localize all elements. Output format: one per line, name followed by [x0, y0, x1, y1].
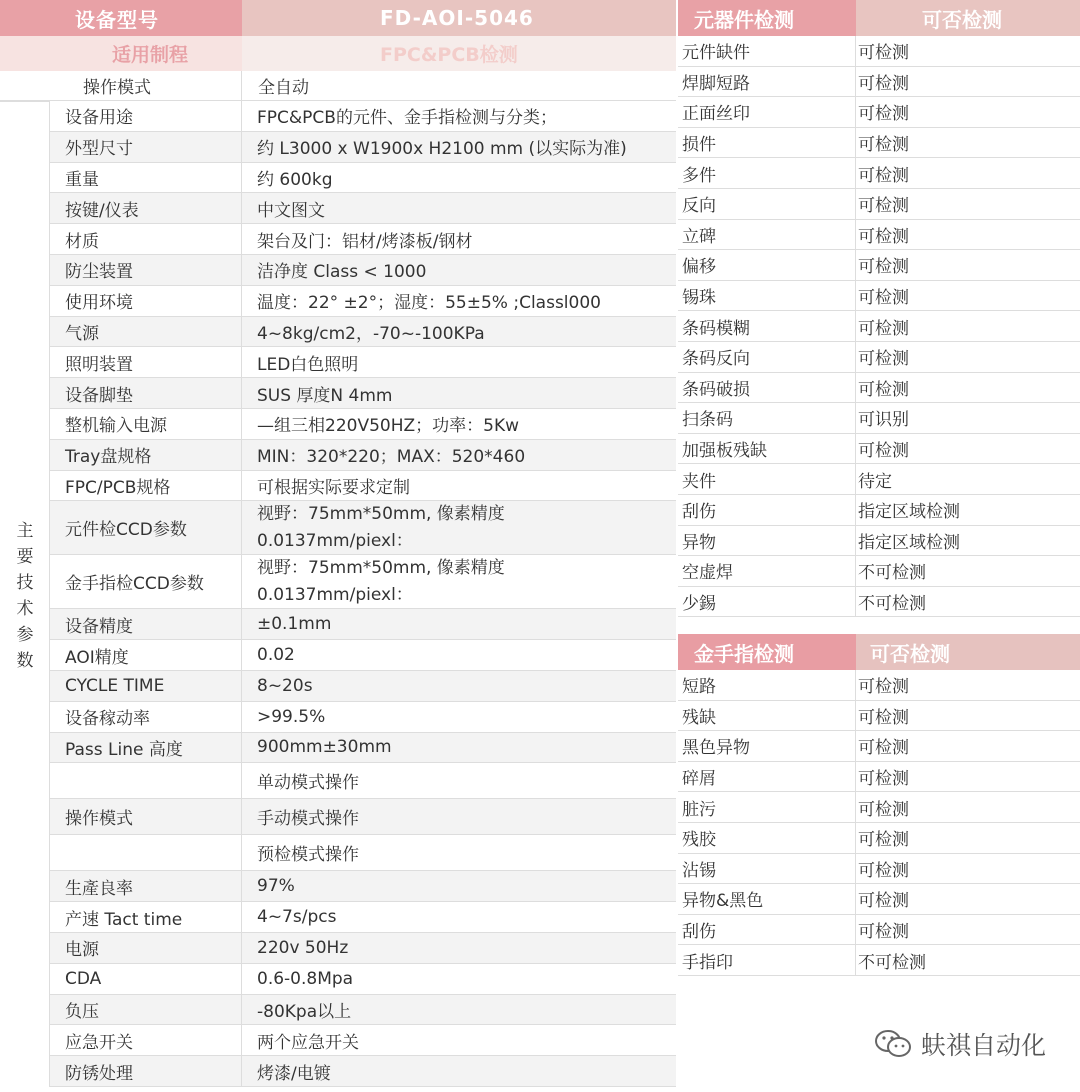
spec-value: 0.02	[257, 645, 295, 666]
detect-item: 异物	[678, 526, 856, 556]
detect-row	[678, 762, 1080, 793]
spec-row	[50, 101, 676, 132]
detect-ability: 待定	[858, 471, 892, 492]
detect-ability: 可检测	[858, 707, 909, 728]
detect-row	[678, 128, 1080, 159]
detect-ability: 可检测	[858, 769, 909, 790]
spec-row	[50, 702, 676, 733]
spec-value: 可根据实际要求定制	[257, 477, 410, 498]
spec-key: 设备脚垫	[50, 378, 242, 408]
spec-row	[50, 440, 676, 471]
detect-row	[678, 189, 1080, 220]
detect-ability: 不可检测	[858, 563, 926, 584]
detect-item: 锡珠	[678, 281, 856, 311]
detect-item: 偏移	[678, 250, 856, 280]
spec-value: MIN：320*220；MAX：520*460	[257, 447, 526, 468]
group-label-char: 要	[16, 547, 34, 567]
detect-ability: 可检测	[858, 891, 909, 912]
detect-item: 扫条码	[678, 403, 856, 433]
detect-ability: 可检测	[858, 830, 909, 851]
detect-item: 碎屑	[678, 762, 856, 792]
mode-label: 操作模式	[0, 71, 242, 100]
spec-key: 外型尺寸	[50, 132, 242, 162]
detect-row	[678, 373, 1080, 404]
detect-item: 焊脚短路	[678, 67, 856, 97]
finger-header-item: 金手指检测	[678, 634, 856, 670]
spec-key: FPC/PCB规格	[50, 471, 242, 501]
detect-row	[678, 464, 1080, 495]
spec-value: 烤漆/电镀	[257, 1063, 331, 1084]
spec-body	[0, 101, 676, 1087]
spec-row	[50, 871, 676, 902]
detect-row	[678, 792, 1080, 823]
spec-key	[50, 835, 242, 870]
detect-ability: 可检测	[858, 226, 909, 247]
detect-row	[678, 434, 1080, 465]
spec-value: 洁净度 Class < 1000	[257, 262, 427, 283]
spec-value	[242, 555, 676, 608]
detect-row	[678, 854, 1080, 885]
detect-item: 条码模糊	[678, 311, 856, 341]
spec-row	[50, 609, 676, 640]
spec-row	[50, 317, 676, 348]
watermark-text: 蚨祺自动化	[920, 1031, 1046, 1060]
spec-value: 预检模式操作	[257, 845, 359, 866]
detect-row	[678, 556, 1080, 587]
spec-row	[50, 255, 676, 286]
detect-row	[678, 587, 1080, 618]
spec-row	[50, 132, 676, 163]
detect-ability: 指定区域检测	[858, 532, 960, 553]
spec-key: 操作模式	[50, 799, 242, 834]
spec-key: 设备用途	[50, 101, 242, 131]
group-label-text	[0, 518, 50, 674]
spec-row	[50, 964, 676, 995]
detect-ability: 不可检测	[858, 952, 926, 973]
detect-item: 损件	[678, 128, 856, 158]
spec-key: 照明装置	[50, 347, 242, 377]
detect-ability: 可检测	[858, 922, 909, 943]
spec-row	[50, 835, 676, 871]
spec-key: 产速 Tact time	[50, 902, 242, 932]
spec-value: —组三相220V50HZ；功率：5Kw	[257, 416, 520, 437]
spec-key: 防锈处理	[50, 1056, 242, 1086]
detect-ability: 可检测	[858, 799, 909, 820]
detect-ability: 可检测	[858, 288, 909, 309]
spec-value: 8~20s	[257, 675, 313, 696]
detect-row	[678, 281, 1080, 312]
spec-row	[50, 1025, 676, 1056]
process-header-row	[0, 36, 676, 71]
detect-ability: 可检测	[858, 165, 909, 186]
detect-item: 元件缺件	[678, 36, 856, 66]
detect-item: 少錫	[678, 587, 856, 617]
spec-row	[50, 733, 676, 764]
group-label-char: 主	[16, 521, 34, 541]
model-label: 设备型号	[0, 0, 242, 36]
detect-item: 黑色异物	[678, 731, 856, 761]
spec-row	[50, 163, 676, 194]
detect-row	[678, 67, 1080, 98]
spec-row	[50, 378, 676, 409]
spec-value: 900mm±30mm	[257, 737, 392, 758]
detect-row	[678, 403, 1080, 434]
detect-ability: 指定区域检测	[858, 502, 960, 523]
spec-value: 温度：22° ±2°；湿度：55±5% ;Classl000	[257, 293, 601, 314]
detect-row	[678, 670, 1080, 701]
spec-row	[50, 286, 676, 317]
spec-value: 约 L3000 x W1900x H2100 mm (以实际为准)	[257, 139, 627, 160]
component-table	[678, 0, 1080, 617]
group-label-char: 数	[16, 651, 34, 671]
spec-value: LED白色照明	[257, 354, 359, 375]
detect-item: 刮伤	[678, 495, 856, 525]
detect-item: 条码反向	[678, 342, 856, 372]
spec-value: 97%	[257, 876, 295, 897]
detect-ability: 可检测	[858, 257, 909, 278]
spec-key: 防尘装置	[50, 255, 242, 285]
spec-key: 使用环境	[50, 286, 242, 316]
spec-key: 生產良率	[50, 871, 242, 901]
detect-row	[678, 526, 1080, 557]
mode-row	[0, 71, 676, 101]
spec-row	[50, 763, 676, 799]
detect-row	[678, 311, 1080, 342]
spec-row	[50, 224, 676, 255]
spec-row	[50, 1056, 676, 1087]
detect-ability: 可检测	[858, 318, 909, 339]
spec-value: FPC&PCB的元件、金手指检测与分类；	[257, 108, 557, 129]
detect-row	[678, 342, 1080, 373]
spec-key: 设备精度	[50, 609, 242, 639]
detect-row	[678, 495, 1080, 526]
detect-row	[678, 915, 1080, 946]
model-header-row	[0, 0, 676, 36]
spec-row	[50, 671, 676, 702]
spec-value-line: 视野：75mm*50mm, 像素精度	[257, 557, 505, 578]
spec-row	[50, 471, 676, 502]
finger-table	[678, 634, 1080, 976]
spec-key: 设备稼动率	[50, 702, 242, 732]
spec-value: -80Kpa以上	[257, 1001, 352, 1022]
spec-value: 约 600kg	[257, 169, 333, 190]
detect-item: 正面丝印	[678, 97, 856, 127]
detect-row	[678, 701, 1080, 732]
spec-row	[50, 995, 676, 1026]
spec-row	[50, 347, 676, 378]
component-rows	[678, 36, 1080, 617]
watermark	[873, 1026, 1046, 1062]
finger-rows	[678, 670, 1080, 976]
detect-row	[678, 731, 1080, 762]
detect-ability: 可检测	[858, 349, 909, 370]
mode-value: 全自动	[258, 78, 309, 98]
spec-key: CDA	[50, 964, 242, 994]
detect-ability: 可检测	[858, 379, 909, 400]
finger-header-able: 可否检测	[856, 634, 1080, 670]
detect-row	[678, 158, 1080, 189]
spec-key: 按键/仪表	[50, 193, 242, 223]
spec-key: 应急开关	[50, 1025, 242, 1055]
spec-key: 电源	[50, 933, 242, 963]
detect-row	[678, 36, 1080, 67]
process-label: 适用制程	[0, 36, 242, 71]
detect-ability: 可检测	[858, 441, 909, 462]
group-label-char: 术	[16, 599, 34, 619]
detect-item: 短路	[678, 670, 856, 700]
spec-key: AOI精度	[50, 640, 242, 670]
spec-value: 单动模式操作	[257, 773, 359, 794]
detect-ability: 可检测	[858, 43, 909, 64]
spec-row	[50, 501, 676, 555]
spec-key: 重量	[50, 163, 242, 193]
group-label	[0, 101, 50, 1087]
spec-value-line: 视野：75mm*50mm, 像素精度	[257, 503, 505, 524]
spec-value-line: 0.0137mm/piexl：	[257, 584, 413, 605]
spec-value: >99.5%	[257, 706, 326, 727]
detect-ability: 可检测	[858, 677, 909, 698]
detect-item: 加强板残缺	[678, 434, 856, 464]
spec-key: 材质	[50, 224, 242, 254]
spec-value: 架台及门：铝材/烤漆板/钢材	[257, 231, 473, 252]
detect-row	[678, 220, 1080, 251]
spec-value: 220v 50Hz	[257, 937, 349, 958]
spec-value: 4~7s/pcs	[257, 907, 337, 928]
finger-header	[678, 634, 1080, 670]
spec-key: Pass Line 高度	[50, 733, 242, 763]
spec-value: ±0.1mm	[257, 614, 332, 635]
detect-row	[678, 945, 1080, 976]
detect-row	[678, 884, 1080, 915]
detect-ability: 可检测	[858, 860, 909, 881]
detect-item: 手指印	[678, 945, 856, 975]
spec-key: Tray盘规格	[50, 440, 242, 470]
spec-key: 气源	[50, 317, 242, 347]
spec-row	[50, 640, 676, 671]
detect-item: 反向	[678, 189, 856, 219]
group-label-char: 参	[16, 625, 34, 645]
spec-key: 金手指检CCD参数	[50, 555, 242, 608]
component-header-able: 可否检测	[856, 0, 1080, 36]
spec-row	[50, 902, 676, 933]
detect-item: 条码破损	[678, 373, 856, 403]
spec-row	[50, 799, 676, 835]
spec-key: 负压	[50, 995, 242, 1025]
detect-row	[678, 97, 1080, 128]
detect-item: 沾锡	[678, 854, 856, 884]
detect-item: 夹件	[678, 464, 856, 494]
spec-row	[50, 555, 676, 609]
spec-value: 0.6-0.8Mpa	[257, 968, 354, 989]
detect-item: 刮伤	[678, 915, 856, 945]
spec-value-line: 0.0137mm/piexl：	[257, 530, 413, 551]
spec-value: 两个应急开关	[257, 1032, 359, 1053]
spec-value: 4~8kg/cm2，-70~-100KPa	[257, 323, 485, 344]
detect-item: 残缺	[678, 701, 856, 731]
detect-ability: 不可检测	[858, 593, 926, 614]
detect-item: 空虚焊	[678, 556, 856, 586]
detect-item: 残胶	[678, 823, 856, 853]
detect-item: 脏污	[678, 792, 856, 822]
spec-key: 整机输入电源	[50, 409, 242, 439]
process-value: FPC&PCB检测	[242, 36, 676, 71]
detect-row	[678, 250, 1080, 281]
spec-value: 中文图文	[257, 200, 325, 221]
spec-value: 手动模式操作	[257, 809, 359, 830]
detect-item: 立碑	[678, 220, 856, 250]
group-label-char: 技	[16, 573, 34, 593]
detect-ability: 可检测	[858, 135, 909, 156]
detect-ability: 可检测	[858, 73, 909, 94]
detect-item: 多件	[678, 158, 856, 188]
spec-key: 元件检CCD参数	[50, 501, 242, 554]
wechat-icon	[873, 1028, 913, 1060]
detect-ability: 可检测	[858, 104, 909, 125]
spec-row	[50, 409, 676, 440]
component-header-item: 元器件检测	[678, 0, 856, 36]
component-header	[678, 0, 1080, 36]
detect-ability: 可检测	[858, 196, 909, 217]
detect-row	[678, 823, 1080, 854]
spec-key	[50, 763, 242, 798]
spec-rows	[50, 101, 676, 1087]
spec-row	[50, 933, 676, 964]
detect-item: 异物&黑色	[678, 884, 856, 914]
spec-key: CYCLE TIME	[50, 671, 242, 701]
spec-row	[50, 193, 676, 224]
spec-value: SUS 厚度N 4mm	[257, 385, 393, 406]
model-value: FD-AOI-5046	[242, 0, 676, 36]
spec-value	[242, 501, 676, 554]
detect-ability: 可识别	[858, 410, 909, 431]
detect-ability: 可检测	[858, 738, 909, 759]
